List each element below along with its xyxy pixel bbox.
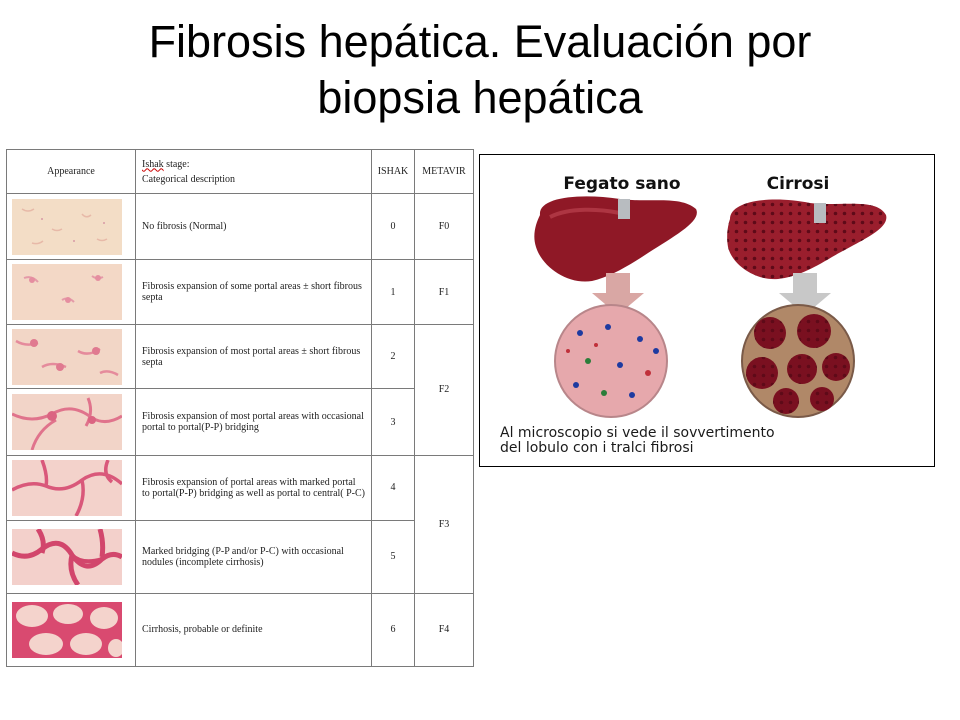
histology-thumbnail-stage-0 (12, 199, 122, 255)
row-ishak-value: 3 (372, 389, 415, 455)
row-description: Cirrhosis, probable or definite (136, 593, 372, 666)
table-row (7, 455, 474, 520)
histology-thumbnail-stage-1 (12, 264, 122, 320)
header-categorical-description (136, 150, 372, 194)
row-description: Fibrosis expansion of portal areas with marked portal to portal(P-P) bridging as well as portal to central( P-C) (136, 455, 372, 520)
healthy-tissue-microscopy-icon (555, 305, 667, 417)
table-header-row (7, 150, 474, 194)
figure-caption (500, 426, 775, 456)
row-description: Marked bridging (P-P and/or P-C) with occasional nodules (incomplete cirrhosis) (136, 520, 372, 593)
header-ishak: ISHAK (372, 150, 415, 194)
histology-thumbnail-cell (7, 389, 136, 455)
cirrhotic-liver-icon (727, 200, 886, 280)
row-description: Fibrosis expansion of some portal areas ± short fibrous septa (136, 260, 372, 325)
table-row (7, 389, 474, 455)
row-ishak-value: 4 (372, 455, 415, 520)
histology-thumbnail-stage-6 (12, 602, 122, 658)
slide-title (0, 14, 960, 126)
liver-comparison-figure (479, 154, 935, 467)
cirrhosis-label: Cirrosi (766, 174, 830, 194)
header-appearance: Appearance (7, 150, 136, 194)
title-line-1: Fibrosis hepática. Evaluación por (148, 16, 812, 67)
row-ishak-value: 2 (372, 325, 415, 389)
row-description: No fibrosis (Normal) (136, 194, 372, 260)
row-ishak-value: 5 (372, 520, 415, 593)
row-metavir-value: F1 (415, 260, 474, 325)
histology-thumbnail-stage-5 (12, 529, 122, 585)
histology-thumbnail-cell (7, 520, 136, 593)
caption-line-2: del lobulo con i tralci fibrosi (500, 440, 694, 456)
healthy-liver-label: Fegato sano (563, 174, 681, 194)
histology-thumbnail-stage-4 (12, 460, 122, 516)
liver-illustration (480, 155, 934, 420)
table-row (7, 593, 474, 666)
histology-thumbnail-stage-3 (12, 394, 122, 450)
header-metavir: METAVIR (415, 150, 474, 194)
healthy-liver-icon (534, 196, 697, 281)
row-metavir-value: F0 (415, 194, 474, 260)
histology-thumbnail-stage-2 (12, 329, 122, 385)
row-metavir-value: F3 (415, 455, 474, 593)
title-line-2: biopsia hepática (317, 72, 643, 123)
histology-thumbnail-cell (7, 260, 136, 325)
table-row (7, 194, 474, 260)
table-row (7, 260, 474, 325)
row-metavir-value: F4 (415, 593, 474, 666)
header-categorical-text: Categorical description (142, 173, 236, 185)
row-description: Fibrosis expansion of most portal areas ± short fibrous septa (136, 325, 372, 389)
row-ishak-value: 1 (372, 260, 415, 325)
row-ishak-value: 0 (372, 194, 415, 260)
histology-thumbnail-cell (7, 593, 136, 666)
fibrosis-staging-table (6, 149, 474, 667)
caption-line-1: Al microscopio si vede il sovvertimento (500, 425, 775, 441)
histology-thumbnail-cell (7, 455, 136, 520)
header-ishak-word: Ishak (142, 158, 164, 170)
cirrhotic-tissue-microscopy-icon (742, 305, 854, 417)
row-metavir-value: F2 (415, 325, 474, 455)
histology-thumbnail-cell (7, 325, 136, 389)
table-row (7, 520, 474, 593)
row-description: Fibrosis expansion of most portal areas with occasional portal to portal(P-P) bridging (136, 389, 372, 455)
row-ishak-value: 6 (372, 593, 415, 666)
table-row (7, 325, 474, 389)
histology-thumbnail-cell (7, 194, 136, 260)
header-stage-suffix: stage: (163, 158, 190, 170)
